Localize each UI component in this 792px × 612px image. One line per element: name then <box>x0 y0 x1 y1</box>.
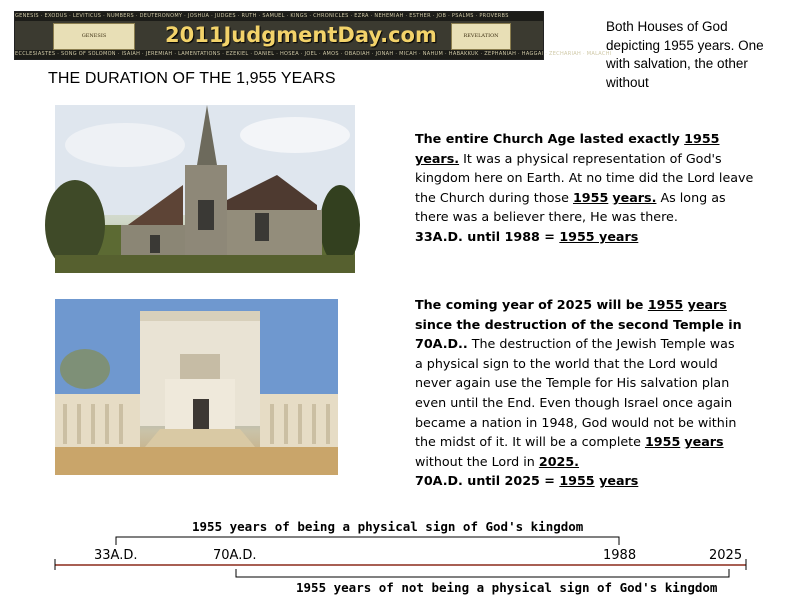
site-banner[interactable] <box>14 11 612 60</box>
timeline <box>0 510 792 612</box>
church-age-paragraph: The entire Church Age lasted exactly 1955 years. It was a physical representation of God's kingdom here on Earth. At no time did the Lord leave the Church during those 1955 years. As long as there was a believer there, He was there. 33A.D. until 1988 = 1955 years <box>415 131 754 244</box>
revelation-scroll-label: REVELATION <box>463 33 499 39</box>
label-33ad: 33A.D. <box>94 548 138 563</box>
side-note: Both Houses of God depicting 1955 years. One with salvation, the other without <box>606 19 764 90</box>
upper-bracket <box>116 537 619 545</box>
genesis-scroll <box>53 23 135 50</box>
church-illustration <box>55 105 355 273</box>
lower-bracket <box>236 569 729 577</box>
book-list-bottom: ECCLESIASTES · SONG OF SOLOMON · ISAIAH · JEREMIAH · LAMENTATIONS · EZEKIEL · DANIEL · HOSEA · JOEL · AMOS · OBADIAH · JONAH · MICAH · NAHUM · HABAKKUK · ZEPHANIAH · HAGGAI · ZECHARIAH · MALACHI <box>15 51 612 57</box>
temple-photo <box>55 299 338 475</box>
label-2025: 2025 <box>709 548 743 563</box>
church-photo <box>55 105 355 273</box>
site-brand[interactable]: 2011JudgmentDay.com <box>165 23 437 47</box>
label-70ad: 70A.D. <box>213 548 257 563</box>
book-list-top: GENESIS · EXODUS · LEVITICUS · NUMBERS · DEUTERONOMY · JOSHUA · JUDGES · RUTH · SAMUEL · KINGS · CHRONICLES · EZRA · NEHEMIAH · ESTHER · JOB · PSALMS · PROVERBS <box>15 12 543 21</box>
temple-paragraph: The coming year of 2025 will be 1955 years since the destruction of the second Temple in 70A.D.. The destruction of the Jewish Temple was a physical sign to the world that the Lord would never again use the Temple for His salvation plan even until the End. Even though Israel once again became a nation in 1948, God would not be within the midst of it. It will be a complete 1955 years without the Lord in 2025. 70A.D. until 2025 = 1955 years <box>415 297 742 489</box>
label-1988: 1988 <box>603 548 637 563</box>
temple-illustration <box>55 299 338 475</box>
genesis-scroll-label: GENESIS <box>81 33 107 39</box>
page-title: THE DURATION OF THE 1,955 YEARS <box>48 70 336 87</box>
upper-caption: 1955 years of being a physical sign of God's kingdom <box>192 519 584 534</box>
lower-caption: 1955 years of not being a physical sign of God's kingdom <box>296 580 718 595</box>
revelation-scroll <box>451 23 511 50</box>
